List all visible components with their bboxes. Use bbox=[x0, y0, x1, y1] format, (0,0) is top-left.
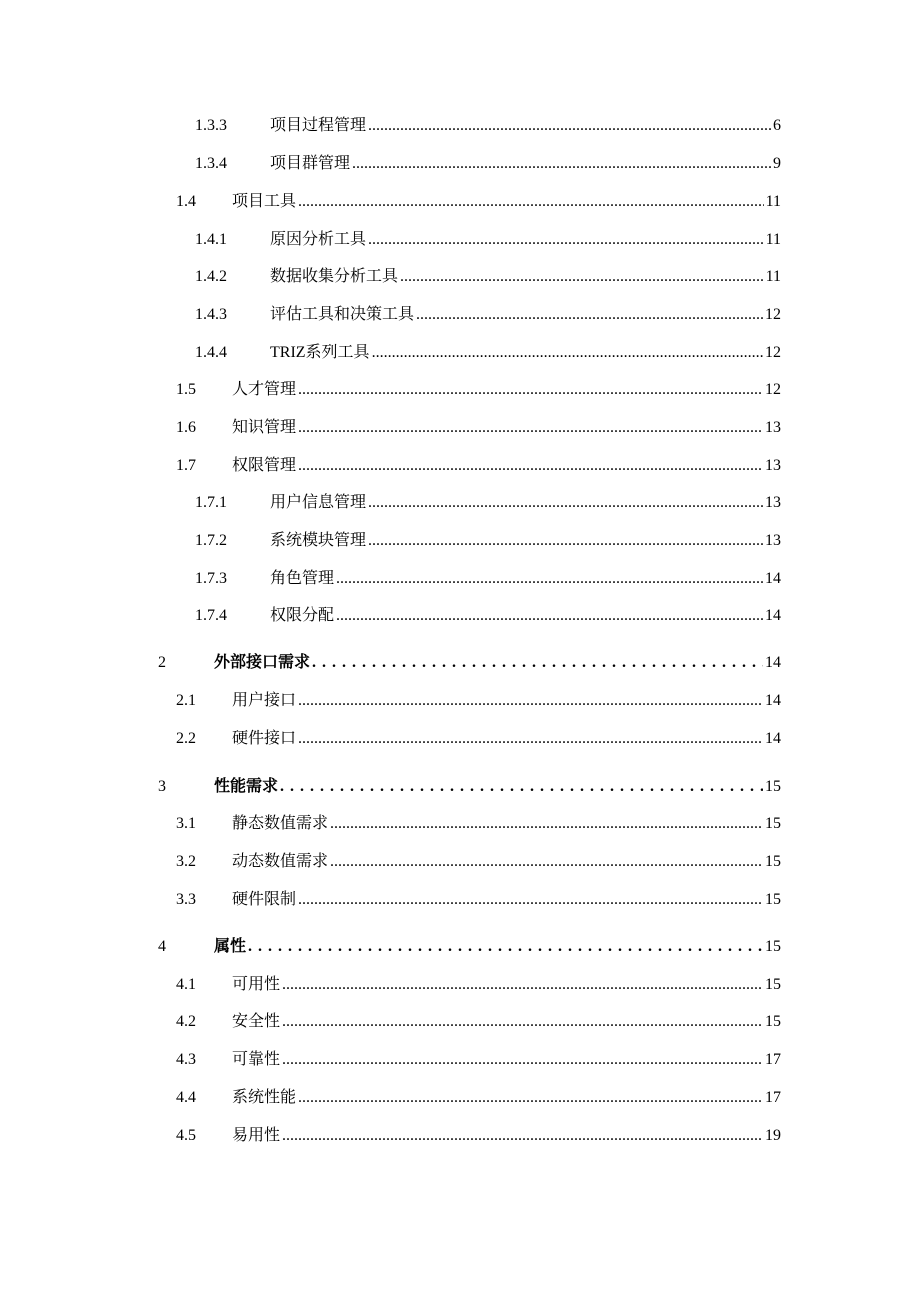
toc-entry-title: 数据收集分析工具 bbox=[270, 268, 399, 285]
toc-entry[interactable] bbox=[0, 888, 920, 912]
toc-entry-title: 原因分析工具 bbox=[270, 231, 367, 248]
toc-entry-page-number: 6 bbox=[773, 117, 781, 134]
toc-entry-title: TRIZ系列工具 bbox=[270, 344, 370, 361]
dot-leader bbox=[282, 1126, 763, 1146]
dot-leader bbox=[368, 116, 771, 136]
toc-entry[interactable] bbox=[0, 973, 920, 997]
toc-entry-title: 动态数值需求 bbox=[232, 853, 329, 870]
dot-leader bbox=[298, 691, 763, 711]
toc-entry-page-number: 13 bbox=[765, 419, 781, 436]
toc-entry-number: 1.3.4 bbox=[195, 155, 227, 172]
toc-entry[interactable] bbox=[0, 491, 920, 515]
dot-leader bbox=[280, 777, 763, 797]
toc-entry-number: 4 bbox=[158, 938, 166, 955]
toc-entry-page-number: 11 bbox=[765, 193, 781, 210]
toc-entry-number: 3 bbox=[158, 778, 166, 795]
toc-entry-number: 1.7.2 bbox=[195, 532, 227, 549]
toc-entry-number: 1.4.2 bbox=[195, 268, 227, 285]
toc-entry[interactable] bbox=[0, 651, 920, 675]
dot-leader bbox=[400, 267, 764, 287]
toc-entry-title: 项目群管理 bbox=[270, 155, 351, 172]
dot-leader bbox=[298, 890, 763, 910]
toc-entry[interactable] bbox=[0, 152, 920, 176]
toc-entry-number: 1.4.3 bbox=[195, 306, 227, 323]
toc-entry-number: 1.4 bbox=[176, 193, 196, 210]
toc-entry-title: 安全性 bbox=[232, 1013, 281, 1030]
dot-leader bbox=[298, 456, 763, 476]
toc-entry-title: 系统模块管理 bbox=[270, 532, 367, 549]
toc-entry[interactable] bbox=[0, 341, 920, 365]
toc-entry[interactable] bbox=[0, 604, 920, 628]
toc-entry-number: 3.2 bbox=[176, 853, 196, 870]
toc-entry-title: 权限分配 bbox=[270, 607, 335, 624]
toc-entry[interactable] bbox=[0, 228, 920, 252]
toc-entry-title: 权限管理 bbox=[232, 457, 297, 474]
toc-entry-title: 性能需求 bbox=[214, 778, 279, 795]
toc-entry[interactable] bbox=[0, 303, 920, 327]
toc-entry-page-number: 15 bbox=[765, 778, 781, 795]
toc-entry-number: 3.3 bbox=[176, 891, 196, 908]
toc-entry-page-number: 15 bbox=[765, 815, 781, 832]
toc-entry[interactable] bbox=[0, 567, 920, 591]
toc-entry-page-number: 12 bbox=[765, 306, 781, 323]
dot-leader bbox=[298, 418, 763, 438]
toc-entry-number: 1.7.3 bbox=[195, 570, 227, 587]
toc-entry-title: 角色管理 bbox=[270, 570, 335, 587]
toc-entry-page-number: 12 bbox=[765, 381, 781, 398]
toc-entry[interactable] bbox=[0, 190, 920, 214]
toc-entry-number: 1.3.3 bbox=[195, 117, 227, 134]
toc-entry[interactable] bbox=[0, 850, 920, 874]
toc-entry[interactable] bbox=[0, 265, 920, 289]
dot-leader bbox=[368, 531, 763, 551]
toc-entry-page-number: 15 bbox=[765, 853, 781, 870]
toc-entry-title: 知识管理 bbox=[232, 419, 297, 436]
toc-entry-number: 4.5 bbox=[176, 1127, 196, 1144]
toc-entry-number: 1.7.4 bbox=[195, 607, 227, 624]
dot-leader bbox=[298, 380, 763, 400]
toc-entry-page-number: 14 bbox=[765, 730, 781, 747]
toc-entry-page-number: 9 bbox=[773, 155, 781, 172]
toc-entry-title: 项目工具 bbox=[232, 193, 297, 210]
toc-entry-number: 4.3 bbox=[176, 1051, 196, 1068]
toc-entry-title: 属性 bbox=[214, 938, 247, 955]
toc-entry-title: 评估工具和决策工具 bbox=[270, 306, 415, 323]
toc-entry-title: 硬件接口 bbox=[232, 730, 297, 747]
toc-entry-title: 人才管理 bbox=[232, 381, 297, 398]
toc-entry-page-number: 11 bbox=[765, 231, 781, 248]
toc-entry-page-number: 17 bbox=[765, 1051, 781, 1068]
toc-entry-page-number: 14 bbox=[765, 692, 781, 709]
dot-leader bbox=[282, 975, 763, 995]
toc-entry-number: 1.4.1 bbox=[195, 231, 227, 248]
toc-entry-page-number: 14 bbox=[765, 654, 781, 671]
toc-entry[interactable] bbox=[0, 689, 920, 713]
dot-leader bbox=[352, 154, 771, 174]
toc-entry-title: 静态数值需求 bbox=[232, 815, 329, 832]
dot-leader bbox=[282, 1050, 763, 1070]
dot-leader bbox=[330, 814, 763, 834]
toc-entry-page-number: 13 bbox=[765, 532, 781, 549]
toc-entry[interactable] bbox=[0, 727, 920, 751]
toc-entry-number: 1.5 bbox=[176, 381, 196, 398]
dot-leader bbox=[416, 305, 763, 325]
toc-entry-title: 易用性 bbox=[232, 1127, 281, 1144]
toc-entry-page-number: 19 bbox=[765, 1127, 781, 1144]
toc-entry-page-number: 15 bbox=[765, 938, 781, 955]
toc-entry-number: 4.2 bbox=[176, 1013, 196, 1030]
toc-entry[interactable] bbox=[0, 1124, 920, 1148]
dot-leader bbox=[368, 230, 764, 250]
toc-entry-page-number: 17 bbox=[765, 1089, 781, 1106]
toc-entry[interactable] bbox=[0, 454, 920, 478]
dot-leader bbox=[298, 1088, 763, 1108]
toc-entry-number: 2.1 bbox=[176, 692, 196, 709]
toc-entry-number: 1.6 bbox=[176, 419, 196, 436]
dot-leader bbox=[248, 937, 763, 957]
toc-entry[interactable] bbox=[0, 1086, 920, 1110]
dot-leader bbox=[336, 569, 763, 589]
dot-leader bbox=[282, 1012, 763, 1032]
toc-entry-page-number: 13 bbox=[765, 457, 781, 474]
dot-leader bbox=[372, 343, 763, 363]
toc-entry-title: 可用性 bbox=[232, 976, 281, 993]
toc-entry-title: 系统性能 bbox=[232, 1089, 297, 1106]
toc-entry-page-number: 12 bbox=[765, 344, 781, 361]
toc-entry-page-number: 15 bbox=[765, 976, 781, 993]
dot-leader bbox=[298, 192, 764, 212]
toc-entry-page-number: 15 bbox=[765, 1013, 781, 1030]
toc-entry-number: 1.4.4 bbox=[195, 344, 227, 361]
toc-entry[interactable] bbox=[0, 529, 920, 553]
toc-entry-page-number: 14 bbox=[765, 570, 781, 587]
dot-leader bbox=[298, 729, 763, 749]
toc-entry-number: 2 bbox=[158, 654, 166, 671]
toc-entry-title: 外部接口需求 bbox=[214, 654, 311, 671]
toc-entry-page-number: 14 bbox=[765, 607, 781, 624]
dot-leader bbox=[312, 653, 763, 673]
toc-entry-page-number: 11 bbox=[765, 268, 781, 285]
toc-entry-title: 可靠性 bbox=[232, 1051, 281, 1068]
dot-leader bbox=[336, 606, 763, 626]
toc-entry-number: 4.1 bbox=[176, 976, 196, 993]
toc-entry[interactable] bbox=[0, 1010, 920, 1034]
toc-entry[interactable] bbox=[0, 416, 920, 440]
toc-entry[interactable] bbox=[0, 812, 920, 836]
toc-entry-title: 硬件限制 bbox=[232, 891, 297, 908]
toc-entry-title: 用户接口 bbox=[232, 692, 297, 709]
toc-entry[interactable] bbox=[0, 114, 920, 138]
toc-entry-title: 项目过程管理 bbox=[270, 117, 367, 134]
toc-entry[interactable] bbox=[0, 935, 920, 959]
toc-entry-page-number: 15 bbox=[765, 891, 781, 908]
toc-entry-number: 1.7 bbox=[176, 457, 196, 474]
toc-entry[interactable] bbox=[0, 775, 920, 799]
toc-entry-number: 1.7.1 bbox=[195, 494, 227, 511]
toc-entry[interactable] bbox=[0, 1048, 920, 1072]
toc-entry-title: 用户信息管理 bbox=[270, 494, 367, 511]
toc-entry-number: 3.1 bbox=[176, 815, 196, 832]
toc-entry-number: 4.4 bbox=[176, 1089, 196, 1106]
dot-leader bbox=[368, 493, 763, 513]
dot-leader bbox=[330, 852, 763, 872]
toc-entry[interactable] bbox=[0, 378, 920, 402]
toc-entry-number: 2.2 bbox=[176, 730, 196, 747]
toc-entry-page-number: 13 bbox=[765, 494, 781, 511]
